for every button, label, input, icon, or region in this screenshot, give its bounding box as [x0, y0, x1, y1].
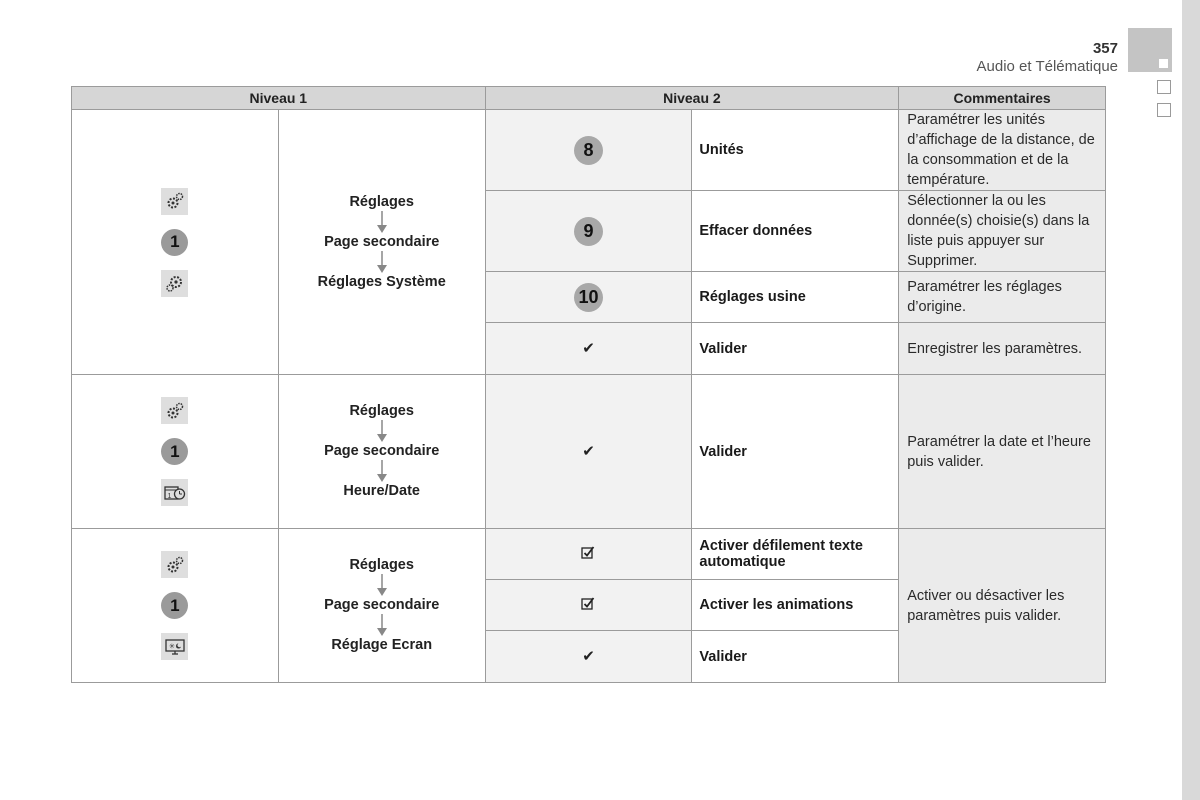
- section-title: Audio et Télématique: [976, 58, 1118, 75]
- checkmark-icon: ✔: [582, 340, 595, 357]
- svg-text:1: 1: [167, 492, 172, 500]
- step-number-badge: 10: [574, 283, 603, 312]
- table-row: [72, 529, 1106, 580]
- checkmark-icon: ✔: [582, 443, 595, 460]
- row-label: Unités: [692, 110, 899, 191]
- row-label: Effacer données: [692, 191, 899, 272]
- path-step: Réglage Ecran: [331, 637, 433, 653]
- page-number: 357: [1092, 40, 1118, 57]
- level1-path: [278, 375, 485, 529]
- arrow-down-icon: [376, 460, 388, 483]
- row-badge-cell: [485, 110, 692, 191]
- level1-icons: [72, 110, 279, 375]
- gear-icon: [161, 188, 188, 215]
- checkbox-checked-icon: [581, 596, 595, 610]
- row-badge-cell: [485, 580, 692, 631]
- arrow-down-icon: [376, 420, 388, 443]
- path-step: Réglages: [349, 193, 414, 210]
- row-badge-cell: [485, 631, 692, 683]
- row-comment: Paramétrer les unités d’affichage de la distance, de la consommation et de la température.: [899, 110, 1106, 191]
- table-row: [72, 375, 1106, 529]
- screen-brightness-icon: [161, 633, 188, 660]
- arrow-down-icon: [376, 614, 388, 637]
- chapter-marker-box: [1157, 80, 1171, 94]
- step-number-badge: 9: [574, 217, 603, 246]
- row-label: Réglages usine: [692, 272, 899, 323]
- row-comment: Sélectionner la ou les donnée(s) choisie(s) dans la liste puis appuyer sur Supprimer.: [899, 191, 1106, 272]
- settings-table: [71, 86, 1106, 683]
- level1-path: [278, 529, 485, 683]
- row-label: Valider: [692, 375, 899, 529]
- row-label: Activer les animations: [692, 580, 899, 631]
- row-label: Valider: [692, 323, 899, 375]
- header-niveau-2: Niveau 2: [485, 87, 899, 110]
- row-comment: Paramétrer la date et l’heure puis valider.: [899, 375, 1106, 529]
- chapter-tab-marker: [1159, 59, 1168, 68]
- header-niveau-1: Niveau 1: [72, 87, 486, 110]
- row-badge-cell: [485, 375, 692, 529]
- chapter-marker-box: [1157, 103, 1171, 117]
- header-commentaires: Commentaires: [899, 87, 1106, 110]
- path-step: Heure/Date: [343, 483, 420, 499]
- level1-icons: [72, 529, 279, 683]
- path-step: Page secondaire: [324, 443, 440, 459]
- svg-text:✳: ✳: [168, 643, 175, 650]
- table-row: [72, 110, 1106, 191]
- row-badge-cell: [485, 272, 692, 323]
- checkmark-icon: ✔: [582, 648, 595, 665]
- path-step: Réglages Système: [317, 273, 446, 290]
- row-badge-cell: [485, 191, 692, 272]
- arrow-down-icon: [376, 251, 388, 274]
- row-comment: Activer ou désactiver les paramètres puis valider.: [899, 529, 1106, 683]
- step-number-badge: 8: [574, 136, 603, 165]
- path-step: Page secondaire: [324, 597, 440, 613]
- secondary-page-number-icon: 1: [161, 229, 188, 256]
- level1-path: [278, 110, 485, 375]
- row-badge-cell: [485, 323, 692, 375]
- gear-icon: [161, 551, 188, 578]
- gear-icon: [161, 397, 188, 424]
- arrow-down-icon: [376, 574, 388, 597]
- path-step: Réglages: [349, 403, 414, 419]
- table-header-row: [72, 87, 1106, 110]
- row-label: Activer défilement texte automatique: [692, 529, 899, 580]
- arrow-down-icon: [376, 211, 388, 234]
- level1-icons: [72, 375, 279, 529]
- system-gear-icon: [161, 270, 188, 297]
- path-step: Page secondaire: [324, 233, 440, 250]
- checkbox-checked-icon: [581, 545, 595, 559]
- row-badge-cell: [485, 529, 692, 580]
- page-edge-strip: [1182, 0, 1200, 800]
- secondary-page-number-icon: 1: [161, 438, 188, 465]
- row-comment: Enregistrer les paramètres.: [899, 323, 1106, 375]
- calendar-clock-icon: [161, 479, 188, 506]
- secondary-page-number-icon: 1: [161, 592, 188, 619]
- path-step: Réglages: [349, 557, 414, 573]
- row-label: Valider: [692, 631, 899, 683]
- row-comment: Paramétrer les réglages d’origine.: [899, 272, 1106, 323]
